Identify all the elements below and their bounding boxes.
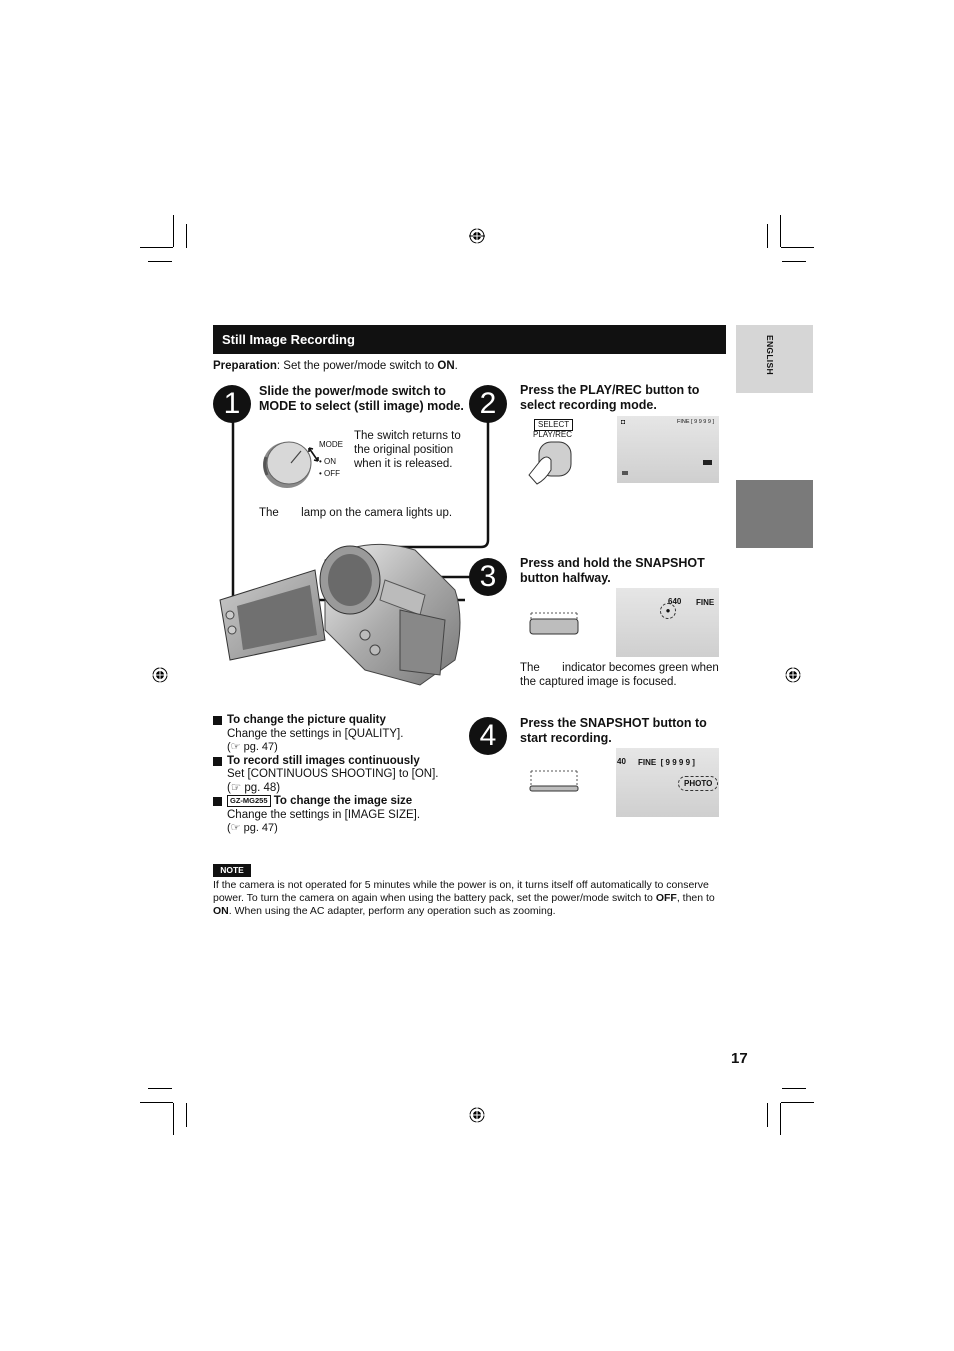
lcd-screen-step-4: [616, 748, 719, 817]
snapshot-button-half-icon: [528, 610, 580, 636]
quality-text: FINE: [696, 598, 715, 607]
preparation-text: : Set the power/mode switch to: [276, 360, 438, 372]
step-number-3: 3: [469, 558, 507, 596]
photo-badge: PHOTO: [678, 776, 718, 791]
step-3-title: Press and hold the SNAPSHOT button halfway.: [520, 556, 705, 585]
switch-note: The switch returns to the original position when it is released.: [354, 430, 461, 470]
step-4-title: Press the SNAPSHOT button to start recording.: [520, 716, 707, 745]
still-mode-icon: ◘: [621, 419, 626, 426]
tip-title: To record still images continuously: [227, 754, 420, 767]
focus-indicator-icon: ●: [660, 603, 676, 619]
crop-mark: [140, 1102, 173, 1103]
crop-mark: [186, 224, 187, 248]
step-1-title: Slide the power/mode switch to MODE to select (still image) mode.: [259, 384, 464, 413]
preparation-label: Preparation: [213, 360, 277, 372]
step-number-4: 4: [469, 717, 507, 755]
crop-mark: [780, 1103, 781, 1135]
preparation-value: ON: [437, 360, 455, 372]
language-tab: [736, 325, 813, 393]
switch-label-on: • ON: [319, 457, 337, 466]
bullet-square-icon: [213, 716, 222, 725]
crop-mark: [173, 1103, 174, 1135]
list-item: [213, 714, 453, 755]
battery-icon: [703, 460, 712, 465]
finger-press-button-icon: [527, 440, 577, 485]
image-size-text: 40: [617, 757, 626, 766]
tip-ref: (☞ pg. 47): [227, 741, 278, 753]
tips-list: [213, 714, 453, 836]
focus-note: The indicator becomes green when the captured image is focused.: [520, 662, 723, 688]
tip-ref: (☞ pg. 47): [227, 822, 278, 834]
section-title: Still Image Recording: [213, 325, 726, 354]
note-text: If the camera is not operated for 5 minutes while the power is on, it turns itself off automatically to conserve power. To turn the camera on again when using the battery pack, set the power/mode switch to OFF, then to ON. When using the AC adapter, perform any operation such as zooming.: [213, 879, 715, 917]
step-number-1: 1: [213, 385, 251, 423]
card-icon: [622, 471, 628, 475]
select-button-label: SELECT: [534, 419, 573, 431]
screen-quality-text: FINE [ 9 9 9 9 ]: [677, 419, 714, 425]
crop-mark: [148, 1088, 172, 1089]
quality-text: FINE [ 9 9 9 9 ]: [638, 758, 695, 767]
step-number-2: 2: [469, 385, 507, 423]
play-rec-label: PLAY/REC: [533, 430, 572, 439]
image-size-text: 640: [668, 597, 682, 606]
bullet-square-icon: [213, 797, 222, 806]
crop-mark: [186, 1103, 187, 1127]
note-badge: NOTE: [213, 864, 251, 877]
registration-mark-icon: [469, 1107, 485, 1123]
model-badge: GZ-MG255: [227, 795, 271, 807]
lamp-note: The lamp on the camera lights up.: [259, 507, 453, 519]
camcorder-illustration-icon: [215, 540, 470, 688]
tip-body: Change the settings in [IMAGE SIZE].: [227, 808, 421, 821]
crop-mark: [140, 247, 173, 248]
switch-label-mode: MODE: [319, 440, 343, 449]
tip-body: Change the settings in [QUALITY].: [227, 727, 404, 740]
page-number: 17: [731, 1050, 748, 1067]
list-item: [213, 795, 453, 836]
crop-mark: [173, 215, 174, 247]
list-item: [213, 755, 453, 796]
tip-body: Set [CONTINUOUS SHOOTING] to [ON]. (☞ pg. 48): [227, 768, 439, 794]
registration-mark-icon: [152, 667, 168, 683]
tip-title: To change the picture quality: [227, 714, 386, 726]
registration-mark-icon: [469, 228, 485, 244]
crop-mark: [767, 224, 768, 248]
crop-mark: [781, 1102, 814, 1103]
crop-mark: [782, 261, 806, 262]
lcd-screen-step-2: [617, 416, 719, 483]
registration-mark-icon: [785, 667, 801, 683]
language-label: ENGLISH: [765, 335, 775, 375]
lcd-screen-step-3: [616, 588, 719, 657]
crop-mark: [781, 247, 814, 248]
side-chapter-block: [736, 480, 813, 548]
preparation-line: Preparation: Set the power/mode switch to ON.: [213, 360, 458, 372]
bullet-square-icon: [213, 757, 222, 766]
crop-mark: [767, 1103, 768, 1127]
crop-mark: [148, 261, 172, 262]
snapshot-button-full-icon: [528, 768, 580, 794]
step-2-title: Press the PLAY/REC button to select recording mode.: [520, 383, 700, 412]
crop-mark: [782, 1088, 806, 1089]
tip-title: To change the image size: [273, 795, 413, 807]
crop-mark: [780, 215, 781, 247]
switch-label-off: • OFF: [319, 469, 341, 478]
